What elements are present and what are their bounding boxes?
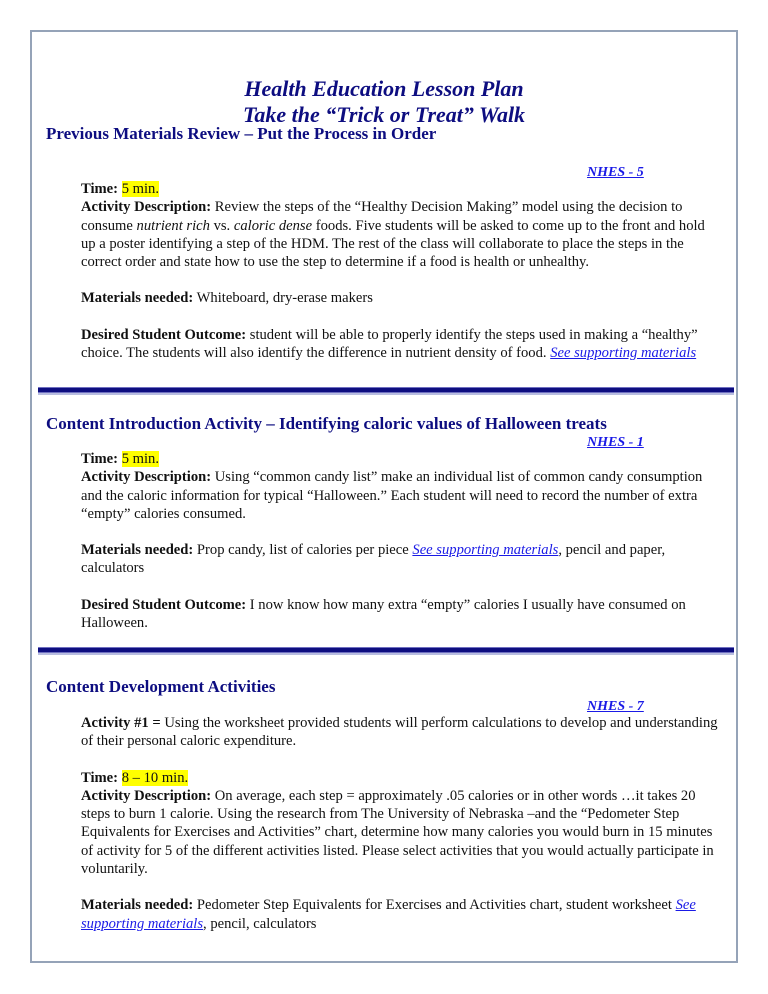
section-divider — [38, 387, 734, 393]
time-row — [81, 450, 721, 468]
materials-label: Materials needed: — [81, 897, 194, 914]
materials-label: Materials needed: — [81, 542, 194, 559]
activity-description-label: Activity Description: — [81, 787, 212, 804]
activity-description — [81, 468, 721, 523]
page-frame — [30, 30, 738, 963]
document-title-line1: Health Education Lesson Plan — [244, 76, 524, 101]
nhes-5-link[interactable]: NHES - 5 — [587, 165, 644, 180]
activity-description-label: Activity Description: — [81, 199, 212, 216]
nhes-7-link[interactable]: NHES - 7 — [587, 699, 644, 714]
section-heading-content-development: Content Development Activities — [46, 677, 276, 696]
desired-outcome — [81, 326, 721, 363]
materials-label: Materials needed: — [81, 290, 194, 307]
section-heading-previous-review: Previous Materials Review – Put the Process in Order — [46, 124, 437, 143]
time-value: 8 – 10 min. — [121, 769, 189, 786]
time-value: 5 min. — [121, 181, 159, 197]
materials-needed — [81, 541, 721, 578]
desired-outcome — [81, 596, 721, 633]
activity-description — [81, 198, 721, 271]
materials-needed — [81, 289, 721, 307]
nhes-1-link[interactable]: NHES - 1 — [587, 435, 644, 450]
activity-description-text: vs. — [213, 217, 231, 234]
activity-description-label: Activity Description: — [81, 469, 212, 486]
time-row — [81, 180, 721, 198]
caloric-dense-term: caloric dense — [233, 217, 313, 234]
materials-text: Prop candy, list of calories per piece — [196, 542, 409, 559]
activity-description-text: On average, each step = approximately .05 calories or in other words …it takes 20 steps to burn 1 calorie. Using the research from The University of Nebraska –and the “Pedometer Step Equivalents for Exercises and Activities” chart, determine how many calories you would burn in 15 minutes of activity for 5 of the different activities listed. Please select activities that you would actually participate in voluntarily. — [81, 787, 714, 878]
materials-text: , pencil, calculators — [203, 915, 317, 932]
section-content-introduction-body — [81, 450, 721, 632]
section-previous-review-body — [81, 180, 721, 362]
document-title-line2: Take the “Trick or Treat” Walk — [242, 102, 526, 127]
time-value: 5 min. — [121, 451, 159, 467]
activity-1-text: Using the worksheet provided students will perform calculations to develop and understanding of their personal caloric expenditure. — [81, 715, 718, 750]
activity-description — [81, 787, 721, 878]
supporting-materials-link[interactable]: See supporting materials — [412, 542, 559, 559]
nutrient-rich-term: nutrient rich — [136, 217, 210, 234]
outcome-label: Desired Student Outcome: — [81, 326, 247, 343]
supporting-materials-link[interactable]: See supporting materials — [550, 345, 697, 362]
activity-1 — [81, 714, 721, 751]
activity-description-text: foods. Five students will be asked to come up to the front and hold up a poster identifying a step of the HDM. The rest of the class will collaborate to place the steps in the correct order and state how to use the step to determine if a food is health or unhealthy. — [81, 217, 705, 271]
section-content-development-body — [81, 714, 721, 933]
activity-description-text: Review the steps of the “Healthy Decision Making” model using the decision to consume — [81, 199, 683, 234]
materials-text: Pedometer Step Equivalents for Exercises and Activities chart, student worksheet — [196, 897, 672, 914]
time-label: Time: — [81, 769, 119, 786]
materials-text: Whiteboard, dry-erase makers — [196, 290, 373, 307]
outcome-text: student will be able to properly identify the steps used in making a “healthy” choice. The students will also identify the difference in nutrient density of food. — [81, 326, 698, 362]
time-label: Time: — [81, 181, 119, 197]
section-divider — [38, 647, 734, 653]
activity-description-text: Using “common candy list” make an individual list of common candy consumption and the caloric information for typical “Halloween.” Each student will need to record the number of extra “empty” calories consumed. — [81, 469, 703, 522]
activity-1-label: Activity #1 = — [81, 715, 161, 731]
section-heading-content-introduction: Content Introduction Activity – Identifying caloric values of Halloween treats — [46, 414, 607, 433]
outcome-label: Desired Student Outcome: — [81, 596, 247, 613]
materials-needed — [81, 896, 721, 933]
supporting-materials-link[interactable]: See supporting materials — [81, 897, 696, 932]
time-row — [81, 769, 721, 787]
outcome-text: I now know how many extra “empty” calories I usually have consumed on Halloween. — [81, 596, 686, 632]
materials-text: , pencil and paper, calculators — [81, 542, 666, 577]
time-label: Time: — [81, 451, 119, 467]
